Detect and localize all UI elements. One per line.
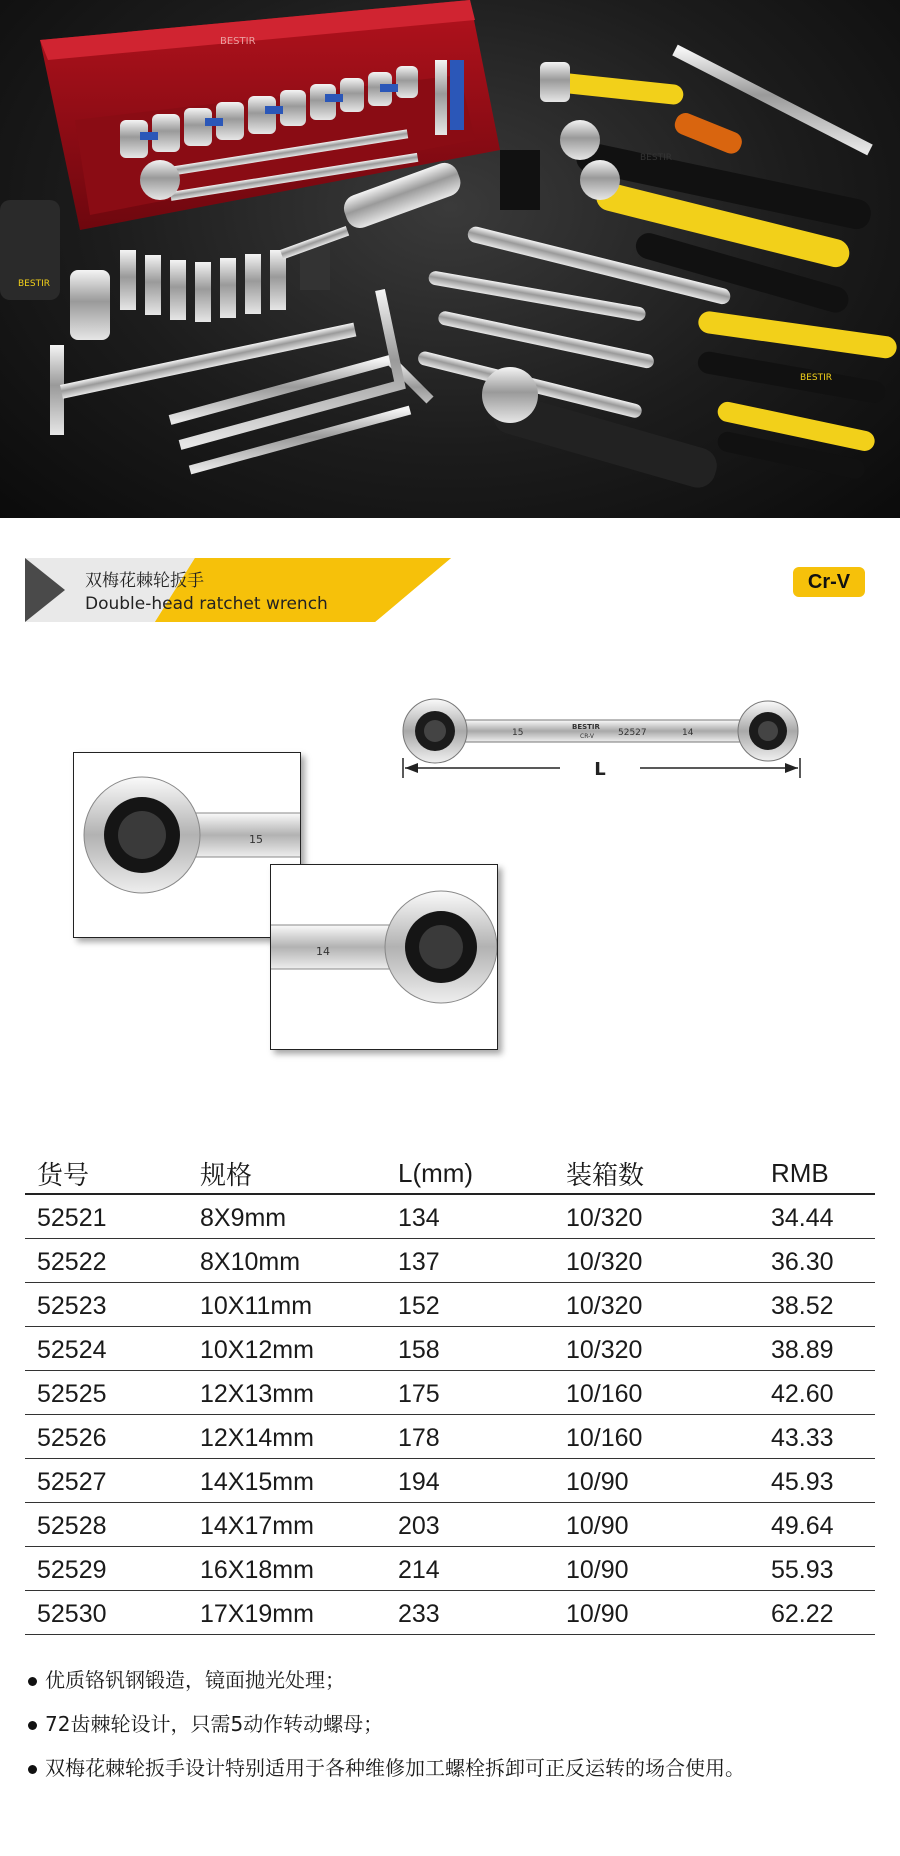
cell-price: 38.52 xyxy=(771,1282,875,1326)
hero-brand-label: BESTIR xyxy=(640,153,672,163)
wrench-brand: BESTIR xyxy=(572,723,600,731)
cell-item-no: 52523 xyxy=(25,1282,200,1326)
cell-spec: 10X11mm xyxy=(200,1282,398,1326)
zoom-detail-right xyxy=(270,864,498,1050)
cell-length: 152 xyxy=(398,1282,566,1326)
cell-item-no: 52524 xyxy=(25,1326,200,1370)
cell-packing: 10/90 xyxy=(566,1590,771,1634)
tool-set-illustration xyxy=(0,0,900,518)
cell-spec: 12X14mm xyxy=(200,1414,398,1458)
title-chinese: 双梅花棘轮扳手 xyxy=(85,571,204,591)
ratchets xyxy=(560,120,873,316)
zoom-left-size: 15 xyxy=(249,833,263,846)
cell-item-no: 52526 xyxy=(25,1414,200,1458)
cell-length: 233 xyxy=(398,1590,566,1634)
cell-price: 42.60 xyxy=(771,1370,875,1414)
cell-packing: 10/90 xyxy=(566,1502,771,1546)
hero-brand-label: BESTIR xyxy=(18,279,50,289)
cell-price: 62.22 xyxy=(771,1590,875,1634)
length-label: L xyxy=(594,759,606,780)
cell-length: 203 xyxy=(398,1502,566,1546)
table-row xyxy=(25,1194,875,1238)
cell-item-no: 52525 xyxy=(25,1370,200,1414)
cell-price: 45.93 xyxy=(771,1458,875,1502)
cell-spec: 14X15mm xyxy=(200,1458,398,1502)
table-row xyxy=(25,1502,875,1546)
header-packing: 装箱数 xyxy=(566,1150,771,1194)
table-row xyxy=(25,1238,875,1282)
material-badge: Cr-V xyxy=(793,567,865,597)
wrench-right-size: 14 xyxy=(682,728,694,738)
cell-packing: 10/160 xyxy=(566,1414,771,1458)
cell-spec: 14X17mm xyxy=(200,1502,398,1546)
feature-item: 双梅花棘轮扳手设计特别适用于各种维修加工螺栓拆卸可正反运转的场合使用。 xyxy=(25,1753,865,1783)
cell-length: 137 xyxy=(398,1238,566,1282)
cell-item-no: 52522 xyxy=(25,1238,200,1282)
cell-spec: 12X13mm xyxy=(200,1370,398,1414)
cell-length: 194 xyxy=(398,1458,566,1502)
cell-packing: 10/160 xyxy=(566,1370,771,1414)
feature-item: 72齿棘轮设计，只需5动作转动螺母； xyxy=(25,1709,865,1739)
wrench-material: CR-V xyxy=(580,733,595,740)
table-row xyxy=(25,1546,875,1590)
header-item-no: 货号 xyxy=(25,1150,200,1194)
feature-list xyxy=(25,1665,865,1783)
table-row xyxy=(25,1326,875,1370)
section-title-band xyxy=(25,558,451,622)
wrench-body xyxy=(403,699,798,763)
adjustable-wrench xyxy=(482,367,721,492)
hero-brand-label: BESTIR xyxy=(800,373,832,383)
zoom-right-size: 14 xyxy=(316,945,330,958)
cell-item-no: 52529 xyxy=(25,1546,200,1590)
cell-length: 158 xyxy=(398,1326,566,1370)
hero-brand-label: BESTIR xyxy=(220,36,256,47)
cell-length: 134 xyxy=(398,1194,566,1238)
table-header-row xyxy=(25,1150,875,1194)
table-row xyxy=(25,1370,875,1414)
cell-spec: 17X19mm xyxy=(200,1590,398,1634)
cell-packing: 10/320 xyxy=(566,1326,771,1370)
table-row xyxy=(25,1282,875,1326)
cell-price: 49.64 xyxy=(771,1502,875,1546)
cell-packing: 10/320 xyxy=(566,1238,771,1282)
cell-item-no: 52527 xyxy=(25,1458,200,1502)
cell-length: 175 xyxy=(398,1370,566,1414)
cell-packing: 10/320 xyxy=(566,1282,771,1326)
cell-item-no: 52530 xyxy=(25,1590,200,1634)
cell-length: 214 xyxy=(398,1546,566,1590)
hero-photo xyxy=(0,0,900,518)
cell-packing: 10/320 xyxy=(566,1194,771,1238)
cell-price: 34.44 xyxy=(771,1194,875,1238)
spec-table xyxy=(25,1150,875,1635)
feature-item: 优质铬钒钢锻造，镜面抛光处理； xyxy=(25,1665,865,1695)
header-length: L(mm) xyxy=(398,1150,566,1194)
table-row xyxy=(25,1590,875,1634)
cell-spec: 16X18mm xyxy=(200,1546,398,1590)
cell-price: 38.89 xyxy=(771,1326,875,1370)
cell-price: 36.30 xyxy=(771,1238,875,1282)
pliers xyxy=(696,310,898,481)
header-spec: 规格 xyxy=(200,1150,398,1194)
table-row xyxy=(25,1458,875,1502)
cell-price: 55.93 xyxy=(771,1546,875,1590)
cell-price: 43.33 xyxy=(771,1414,875,1458)
wrench-diagram xyxy=(400,690,810,800)
cell-item-no: 52528 xyxy=(25,1502,200,1546)
wrench-left-size: 15 xyxy=(512,728,524,738)
header-price: RMB xyxy=(771,1150,875,1194)
punch-box xyxy=(500,150,540,210)
cell-spec: 8X10mm xyxy=(200,1238,398,1282)
cell-item-no: 52521 xyxy=(25,1194,200,1238)
cell-length: 178 xyxy=(398,1414,566,1458)
cell-packing: 10/90 xyxy=(566,1458,771,1502)
zoom-detail-left xyxy=(73,752,301,938)
wrench-model: 52527 xyxy=(618,728,647,738)
title-english: Double-head ratchet wrench xyxy=(85,594,328,614)
cell-spec: 8X9mm xyxy=(200,1194,398,1238)
cell-spec: 10X12mm xyxy=(200,1326,398,1370)
cell-packing: 10/90 xyxy=(566,1546,771,1590)
table-row xyxy=(25,1414,875,1458)
loose-sockets xyxy=(0,200,330,340)
